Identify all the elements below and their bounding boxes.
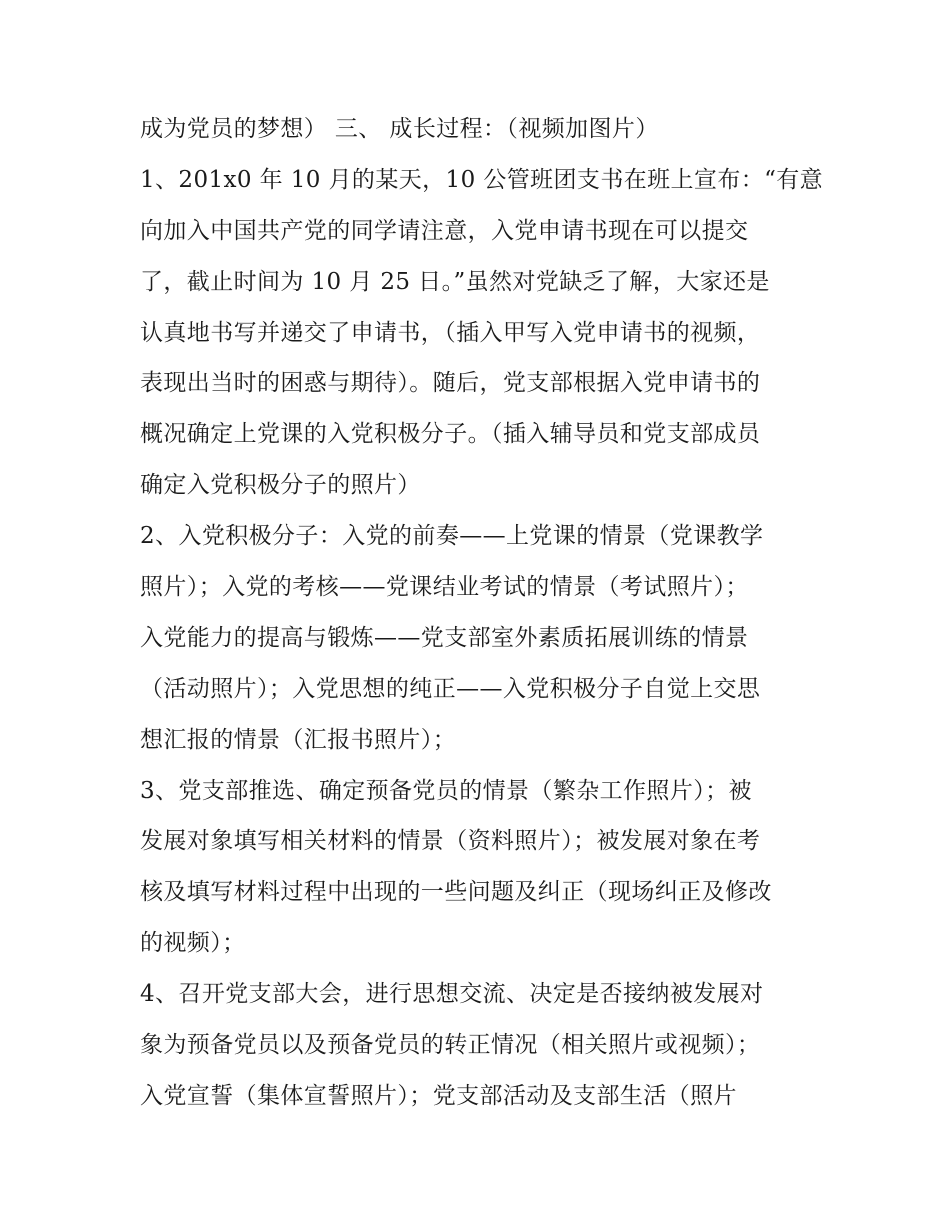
text-line: 入党能力的提高与锻炼——党支部室外素质拓展训练的情景 <box>140 624 749 651</box>
text-line: 入党宣誓（集体宣誓照片）；党支部活动及支部生活（照片 <box>140 1082 737 1109</box>
text-line: 3、党支部推选、确定预备党员的情景（繁杂工作照片）；被 <box>140 777 752 804</box>
text-line: （活动照片）；入党思想的纯正——入党积极分子自觉上交思 <box>140 675 761 702</box>
text-line: 向加入中国共产党的同学请注意，入党申请书现在可以提交 <box>140 217 749 244</box>
text-line: 发展对象填写相关材料的情景（资料照片）；被发展对象在考 <box>140 828 761 855</box>
text-line: 概况确定上党课的入党积极分子。（插入辅导员和党支部成员 <box>140 421 761 448</box>
text-line: 照片）；入党的考核——党课结业考试的情景（考试照片）； <box>140 574 749 601</box>
document-body <box>140 104 830 1122</box>
text-line: 表现出当时的困惑与期待）。随后，党支部根据入党申请书的 <box>140 370 761 397</box>
text-line: 核及填写材料过程中出现的一些问题及纠正（现场纠正及修改 <box>140 879 772 906</box>
text-line: 4、召开党支部大会，进行思想交流、决定是否接纳被发展对 <box>140 981 764 1008</box>
text-line: 确定入党积极分子的照片） <box>140 472 421 499</box>
text-line: 成为党员的梦想） 三、 成长过程：（视频加图片） <box>140 116 659 142</box>
text-line: 1、201x0 年 10 月的某天，10 公管班团支书在班上宣布：“有意 <box>140 166 824 193</box>
text-line: 想汇报的情景（汇报书照片）； <box>140 726 457 753</box>
text-line: 了，截止时间为 10 月 25 日。”虽然对党缺乏了解，大家还是 <box>140 268 770 295</box>
text-line: 认真地书写并递交了申请书，（插入甲写入党申请书的视频， <box>140 319 761 346</box>
text-line: 象为预备党员以及预备党员的转正情况（相关照片或视频）； <box>140 1032 761 1059</box>
text-line: 2、入党积极分子：入党的前奏——上党课的情景（党课教学 <box>140 523 764 550</box>
text-line: 的视频）； <box>140 930 246 957</box>
